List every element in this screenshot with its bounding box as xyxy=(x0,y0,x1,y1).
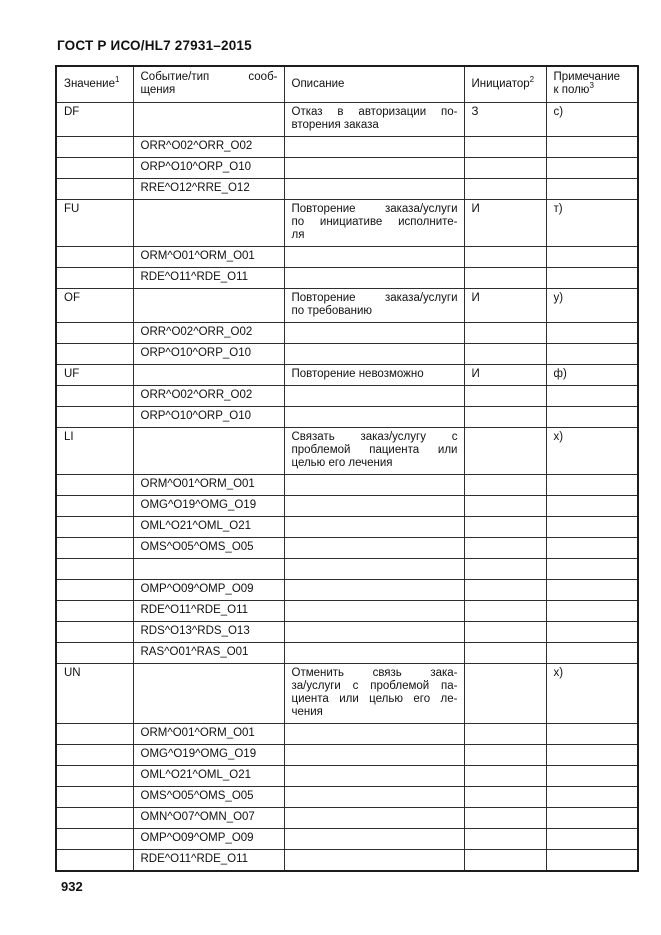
table-row xyxy=(56,538,638,559)
column-header-value xyxy=(56,66,133,103)
description-cell xyxy=(284,808,464,829)
initiator-cell xyxy=(464,559,546,580)
description-cell xyxy=(284,158,464,179)
description-cell xyxy=(284,622,464,643)
note-cell xyxy=(546,517,638,538)
description-cell xyxy=(284,428,464,475)
initiator-cell xyxy=(464,664,546,724)
text-line: Связать заказ/услугу с xyxy=(291,431,458,443)
value-cell: OF xyxy=(56,289,133,323)
event-type-cell: RAS^O01^RAS_O01 xyxy=(133,643,284,664)
event-type-cell: OMP^O09^OMP_O09 xyxy=(133,580,284,601)
initiator-cell xyxy=(464,386,546,407)
initiator-cell xyxy=(464,137,546,158)
page-number: 932 xyxy=(61,879,83,894)
initiator-cell xyxy=(464,766,546,787)
initiator-cell xyxy=(464,323,546,344)
event-type-cell: ORM^O01^ORM_O01 xyxy=(133,475,284,496)
table-body xyxy=(56,103,638,872)
description-cell xyxy=(284,643,464,664)
table-row xyxy=(56,158,638,179)
note-cell xyxy=(546,559,638,580)
initiator-cell xyxy=(464,158,546,179)
text-line: ля xyxy=(291,229,305,241)
event-type-cell: ORR^O02^ORR_O02 xyxy=(133,137,284,158)
note-cell xyxy=(546,745,638,766)
table-row xyxy=(56,622,638,643)
note-cell xyxy=(546,475,638,496)
value-cell xyxy=(56,724,133,745)
initiator-cell xyxy=(464,268,546,289)
table-row xyxy=(56,323,638,344)
note-cell xyxy=(546,247,638,268)
initiator-cell xyxy=(464,787,546,808)
note-cell xyxy=(546,137,638,158)
initiator-cell xyxy=(464,247,546,268)
table-row xyxy=(56,850,638,872)
note-cell: х) xyxy=(546,664,638,724)
event-type-cell: ORM^O01^ORM_O01 xyxy=(133,724,284,745)
table-row xyxy=(56,787,638,808)
value-cell xyxy=(56,787,133,808)
event-type-cell: OMG^O19^OMG_O19 xyxy=(133,496,284,517)
description-cell xyxy=(284,137,464,158)
description-cell xyxy=(284,538,464,559)
value-cell xyxy=(56,850,133,872)
note-cell xyxy=(546,580,638,601)
event-type-cell xyxy=(133,365,284,386)
event-type-cell: ORP^O10^ORP_O10 xyxy=(133,344,284,365)
table-row xyxy=(56,247,638,268)
table-row xyxy=(56,559,638,580)
note-cell xyxy=(546,407,638,428)
table-row xyxy=(56,829,638,850)
event-type-cell: RDE^O11^RDE_O11 xyxy=(133,850,284,872)
column-header-note xyxy=(546,66,638,103)
table-row xyxy=(56,643,638,664)
note-cell xyxy=(546,787,638,808)
event-type-cell: OMP^O09^OMP_O09 xyxy=(133,829,284,850)
table-row xyxy=(56,745,638,766)
initiator-cell xyxy=(464,850,546,872)
note-cell xyxy=(546,344,638,365)
value-cell xyxy=(56,344,133,365)
table-row xyxy=(56,268,638,289)
message-event-table xyxy=(55,65,639,872)
text-line: к полю$^3$ xyxy=(553,81,594,96)
note-cell: с) xyxy=(546,103,638,137)
table-row xyxy=(56,365,638,386)
text-line: чения xyxy=(291,706,323,718)
text-line: Примечание xyxy=(553,71,621,83)
value-cell xyxy=(56,601,133,622)
note-cell xyxy=(546,323,638,344)
note-cell xyxy=(546,601,638,622)
table-row xyxy=(56,428,638,475)
note-cell xyxy=(546,829,638,850)
table-row xyxy=(56,766,638,787)
value-cell xyxy=(56,158,133,179)
text-line: циента или целью его ле- xyxy=(291,693,458,705)
column-header-description xyxy=(284,66,464,103)
event-type-cell: OML^O21^OML_O21 xyxy=(133,517,284,538)
initiator-cell xyxy=(464,496,546,517)
text-line: Отменить связь зака- xyxy=(291,667,458,679)
value-cell xyxy=(56,407,133,428)
event-type-cell: ORP^O10^ORP_O10 xyxy=(133,158,284,179)
table-row xyxy=(56,200,638,247)
table-row xyxy=(56,386,638,407)
event-type-cell xyxy=(133,103,284,137)
value-cell xyxy=(56,808,133,829)
initiator-cell xyxy=(464,601,546,622)
note-cell xyxy=(546,496,638,517)
description-cell xyxy=(284,829,464,850)
initiator-cell: З xyxy=(464,103,546,137)
initiator-cell xyxy=(464,643,546,664)
text-line: Событие/тип сооб- xyxy=(140,71,278,83)
initiator-cell xyxy=(464,344,546,365)
event-type-cell: ORR^O02^ORR_O02 xyxy=(133,386,284,407)
description-cell xyxy=(284,289,464,323)
table-row xyxy=(56,724,638,745)
note-cell xyxy=(546,386,638,407)
text-line: Инициатор$^2$ xyxy=(471,74,535,90)
description-cell xyxy=(284,766,464,787)
text-line: проблемой пациента или xyxy=(291,444,458,456)
note-cell xyxy=(546,766,638,787)
note-cell: т) xyxy=(546,200,638,247)
column-header-event-type xyxy=(133,66,284,103)
description-cell xyxy=(284,268,464,289)
value-cell xyxy=(56,829,133,850)
table-header-row xyxy=(56,66,638,103)
note-cell xyxy=(546,724,638,745)
initiator-cell xyxy=(464,475,546,496)
description-cell xyxy=(284,179,464,200)
value-cell: UF xyxy=(56,365,133,386)
initiator-cell xyxy=(464,724,546,745)
event-type-cell: RRE^O12^RRE_O12 xyxy=(133,179,284,200)
note-cell xyxy=(546,808,638,829)
description-cell xyxy=(284,386,464,407)
event-type-cell xyxy=(133,559,284,580)
description-cell xyxy=(284,559,464,580)
note-cell xyxy=(546,268,638,289)
initiator-cell: И xyxy=(464,365,546,386)
description-cell xyxy=(284,365,464,386)
description-cell xyxy=(284,601,464,622)
note-cell xyxy=(546,158,638,179)
document-title: ГОСТ Р ИСО/HL7 27931–2015 xyxy=(57,38,252,53)
footnote-marker: 1 xyxy=(115,74,120,84)
initiator-cell xyxy=(464,407,546,428)
text-line: Описание xyxy=(291,77,345,90)
value-cell xyxy=(56,538,133,559)
note-cell: ф) xyxy=(546,365,638,386)
initiator-cell xyxy=(464,538,546,559)
table-header xyxy=(56,66,638,103)
event-type-cell xyxy=(133,200,284,247)
description-cell xyxy=(284,496,464,517)
table-row xyxy=(56,664,638,724)
value-cell: LI xyxy=(56,428,133,475)
initiator-cell: И xyxy=(464,200,546,247)
event-type-cell xyxy=(133,428,284,475)
value-cell: UN xyxy=(56,664,133,724)
text-line: по требованию xyxy=(291,305,373,317)
description-cell xyxy=(284,247,464,268)
value-cell xyxy=(56,622,133,643)
table-row xyxy=(56,179,638,200)
value-cell xyxy=(56,323,133,344)
note-cell xyxy=(546,622,638,643)
event-type-cell xyxy=(133,664,284,724)
description-cell xyxy=(284,344,464,365)
value-cell xyxy=(56,517,133,538)
event-type-cell: ORM^O01^ORM_O01 xyxy=(133,247,284,268)
event-type-cell: RDE^O11^RDE_O11 xyxy=(133,268,284,289)
value-cell: DF xyxy=(56,103,133,137)
description-cell xyxy=(284,200,464,247)
initiator-cell xyxy=(464,517,546,538)
text-line: Повторение невозможно xyxy=(291,368,424,380)
initiator-cell xyxy=(464,829,546,850)
value-cell xyxy=(56,137,133,158)
event-type-cell: OMN^O07^OMN_O07 xyxy=(133,808,284,829)
note-cell xyxy=(546,850,638,872)
table-row xyxy=(56,601,638,622)
table-row xyxy=(56,407,638,428)
table-row xyxy=(56,137,638,158)
value-cell xyxy=(56,475,133,496)
value-cell xyxy=(56,643,133,664)
event-type-cell: OMS^O05^OMS_O05 xyxy=(133,538,284,559)
initiator-cell xyxy=(464,428,546,475)
description-cell xyxy=(284,323,464,344)
table-row xyxy=(56,289,638,323)
note-cell: у) xyxy=(546,289,638,323)
description-cell xyxy=(284,724,464,745)
event-type-cell: RDE^O11^RDE_O11 xyxy=(133,601,284,622)
initiator-cell xyxy=(464,580,546,601)
text-line: за/услуги с проблемой па- xyxy=(291,680,458,692)
value-cell xyxy=(56,496,133,517)
event-type-cell: ORP^O10^ORP_O10 xyxy=(133,407,284,428)
note-cell: х) xyxy=(546,428,638,475)
table-row xyxy=(56,103,638,137)
description-cell xyxy=(284,787,464,808)
value-cell xyxy=(56,179,133,200)
column-header-initiator xyxy=(464,66,546,103)
value-cell xyxy=(56,766,133,787)
text-line: вторения заказа xyxy=(291,119,379,131)
table-row xyxy=(56,808,638,829)
event-type-cell: OML^O21^OML_O21 xyxy=(133,766,284,787)
description-cell xyxy=(284,475,464,496)
table-row xyxy=(56,517,638,538)
event-type-cell xyxy=(133,289,284,323)
initiator-cell xyxy=(464,179,546,200)
initiator-cell: И xyxy=(464,289,546,323)
description-cell xyxy=(284,517,464,538)
value-cell xyxy=(56,268,133,289)
value-cell xyxy=(56,745,133,766)
table-row xyxy=(56,344,638,365)
value-cell xyxy=(56,559,133,580)
event-type-cell: RDS^O13^RDS_O13 xyxy=(133,622,284,643)
table-row xyxy=(56,580,638,601)
note-cell xyxy=(546,643,638,664)
event-type-cell: ORR^O02^ORR_O02 xyxy=(133,323,284,344)
description-cell xyxy=(284,745,464,766)
description-cell xyxy=(284,850,464,872)
note-cell xyxy=(546,538,638,559)
description-cell xyxy=(284,580,464,601)
text-line: Повторение заказа/услуги xyxy=(291,292,458,304)
event-type-cell: OMG^O19^OMG_O19 xyxy=(133,745,284,766)
table-row xyxy=(56,496,638,517)
initiator-cell xyxy=(464,745,546,766)
text-line: по инициативе исполните- xyxy=(291,216,458,228)
value-cell xyxy=(56,247,133,268)
value-cell xyxy=(56,580,133,601)
table-row xyxy=(56,475,638,496)
text-line: Повторение заказа/услуги xyxy=(291,203,458,215)
text-line: щения xyxy=(140,84,176,96)
initiator-cell xyxy=(464,808,546,829)
text-line: целью его лечения xyxy=(291,457,393,469)
note-cell xyxy=(546,179,638,200)
description-cell xyxy=(284,407,464,428)
description-cell xyxy=(284,664,464,724)
value-cell: FU xyxy=(56,200,133,247)
footnote-marker: 3 xyxy=(589,81,594,91)
text-line: Значение$^1$ xyxy=(64,74,120,90)
text-line: Отказ в авторизации по- xyxy=(291,106,458,118)
description-cell xyxy=(284,103,464,137)
value-cell xyxy=(56,386,133,407)
initiator-cell xyxy=(464,622,546,643)
footnote-marker: 2 xyxy=(529,74,535,84)
event-type-cell: OMS^O05^OMS_O05 xyxy=(133,787,284,808)
